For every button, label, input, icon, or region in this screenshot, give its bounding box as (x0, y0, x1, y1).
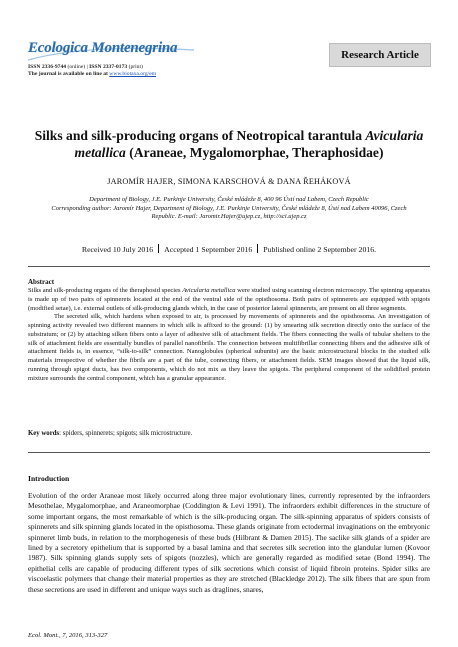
footer-citation: Ecol. Mont., 7, 2016, 313-327 (28, 632, 108, 639)
date-separator (257, 244, 258, 253)
divider-top (28, 266, 430, 267)
issn-line (28, 64, 156, 71)
article-title (28, 127, 430, 161)
affiliations (40, 196, 418, 222)
abstract-p1-start: Silks and silk-producing organs of the theraphosid species (28, 287, 183, 294)
abstract-species: Avicularia metallica (182, 287, 236, 294)
received-date: Received 10 July 2016 (81, 245, 154, 254)
issn-info (28, 64, 156, 78)
issn-print-suffix: (print) (127, 64, 143, 70)
affiliation-corresponding: Corresponding author: Jaromír Hajer, Department of Biology, J.E. Purkinje University, České mládeže 8, Ústí nad Labem 40096, Czech Republic. E-mail: Jaromir.Hajer@ujep.cz, http://sci.ujep.cz (51, 204, 407, 221)
issn-online-suffix: (online) | (66, 64, 90, 70)
keywords-list: : spiders, spinnerets; spigots; silk microstructure. (59, 430, 193, 437)
abstract-paragraph-2: The secreted silk, which hardens when exposed to air, is processed by movements of spinnerets and the opisthosoma. An investigation of spinning activity revealed two different manners in which silk is affixed to the ground: (1) by smearing silk secretion directly onto the surface of the substratum; or (2) by attaching silken fibers onto a layer of adhesive silk of attachment fields. The fibers connecting the walls of tubular shelters to the silk of attachment fields are essentially bundles of parallel nanofibrils. The connection between multifibrillar connecting fibers and the adhesive silk of attachment fields is, in essence, “silk-to-silk” connection. Nanoglobules (spherical subunits) are the basic microstructural blocks in the studied silk materials irrespective of whether the fibrils are a part of the tube, connecting fibers, or attachment fields. SEM images showed that the liquid silk, running through spigot ducts, has two components, which do not mix as they leave the spigots. The peripheral component of the solidified protein mixture surrounds the central component, which has a granular appearance. (28, 313, 430, 382)
introduction-text: Evolution of the order Araneae most likely occurred along three major evolutionary lines, currently represented by the infraorders Mesothelae, Mygalomorphae, and Araneomorphae (Coddington & Levi 1991). The infraorders exhibit differences in the structure of some important organs, the most remarkable of which is the silk-producing organ. The silk-spinning apparatus of spiders consists of spinnerets and silk spinning glands located in the opisthosoma. These glands originate from ectodermal invaginations on the embryonic spinneret limb buds, in relation to the morphogenesis of these buds (Hilbrant & Damen 2015). The saclike silk glands of a spider are lined by a secretory epithelium that is supported by a basal lamina and that secretes silk secretion into the glandular lumen (Kovoor 1987). Silk spinning glands supply sets of spigots (nozzles), which are generally regarded as modified setae (Bond 1994). The epithelial cells are capable of producing different types of silk secretions which consist of liquid fibroin proteins. Spider silks are viscoelastic polymers that change their material properties as they are stretched (Blackledge 2012). The silk fibers that are spun from these secretions are used in different and unique ways such as draglines, snares, (28, 491, 430, 594)
journal-website-link[interactable]: www.biotaxa.org/em (109, 71, 157, 77)
website-line (28, 71, 156, 78)
abstract-section (28, 278, 430, 383)
date-separator (158, 244, 159, 253)
journal-logo: Ecologica Montenegrina (28, 40, 178, 56)
keywords (28, 430, 430, 437)
affiliation-1: Department of Biology, J.E. Purkinje University, České mládeže 8, 400 96 Ústí nad Labem, Czech Republic (89, 196, 369, 203)
abstract-p1-rest: were studied using scanning electron microscopy. The spinning apparatus is made up of two pairs of spinnerets located at the end of the ventral side of the opisthosoma. Both pairs of spinnerets are equipped with spigots (modified setae), i.e. external outlets of silk-producing glands which, in the case of posterior lateral spinnerets, are present on all three segments. (28, 287, 430, 312)
article-type-badge: Research Article (329, 43, 431, 67)
introduction-heading: Introduction (28, 474, 70, 483)
abstract-heading: Abstract (28, 278, 55, 286)
authors: JAROMÍR HAJER, SIMONA KARSCHOVÁ & DANA ŘEHÁKOVÁ (107, 177, 351, 186)
title-part-2: (Araneae, Mygalomorphae, Theraphosidae) (125, 145, 384, 160)
abstract-paragraph-1 (28, 287, 430, 313)
divider-bottom (28, 452, 430, 453)
website-prefix: The journal is available on line at (28, 71, 110, 77)
accepted-date: Accepted 1 September 2016 (164, 245, 253, 254)
issn-print: ISSN 2337-0173 (89, 64, 128, 70)
title-species: Avicularia metallica (74, 128, 424, 160)
published-date: Published online 2 September 2016. (263, 245, 377, 254)
keywords-label: Key words (28, 430, 60, 437)
title-part-1: Silks and silk-producing organs of Neotropical tarantula (34, 128, 366, 143)
article-dates (28, 244, 430, 254)
issn-online: ISSN 2336-9744 (28, 64, 67, 70)
